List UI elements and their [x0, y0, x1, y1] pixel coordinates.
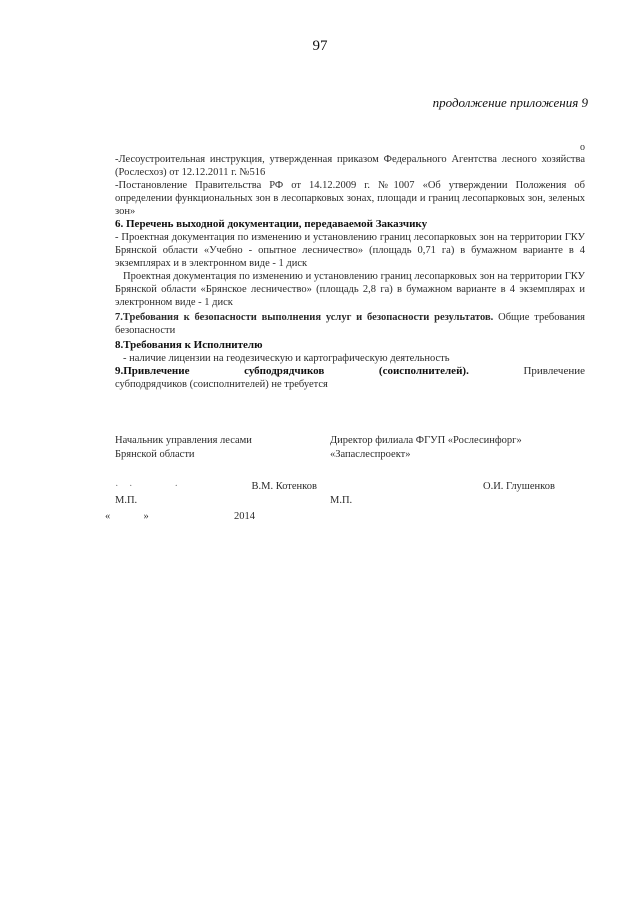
date-year: 2014 — [234, 511, 255, 522]
document-body — [115, 142, 585, 391]
section-9-word-2: субподрядчиков — [244, 365, 325, 377]
customer-signature-line — [115, 480, 317, 494]
section-6-item-2: Проектная документация по изменению и установлению границ лесопарковых зон на территории ГКУ Брянской области «Брянское лесничество» (площадь 2,8 га) в бумажном варианте в 4 экземплярах и электронном виде - 1 диск — [115, 271, 585, 308]
corner-mark: о — [580, 142, 585, 153]
customer-date-line — [105, 510, 285, 524]
customer-name: В.М. Котенков — [251, 481, 317, 492]
appendix-heading: продолжение приложения 9 — [432, 95, 588, 110]
contractor-name: О.И. Глушенков — [483, 481, 555, 492]
signature-dots: · · · — [115, 481, 249, 492]
section-7-title: 7.Требования к безопасности выполнения услуг и безопасности результатов. — [115, 312, 494, 323]
government-decree-line: -Постановление Правительства РФ от 14.12.2009 г. №1007 «Об утверждении Положения об определении функциональных зон в лесопарковых зонах, площади и границ лесопарковых зон, зеленых зон» — [115, 180, 585, 217]
section-8-title: 8.Требования к Исполнителю — [115, 339, 263, 351]
page-number: 97 — [312, 38, 328, 54]
section-8-item: - наличие лицензии на геодезическую и картографическую деятельность — [123, 353, 450, 364]
section-9-text: субподрядчиков (соисполнителей) не требуется — [115, 379, 328, 390]
customer-signature — [115, 434, 335, 462]
section-7 — [115, 311, 585, 337]
contractor-signature — [330, 434, 590, 462]
section-7-text: Общие требования безопасности — [115, 312, 585, 336]
section-9-header — [115, 365, 585, 378]
forest-instruction-line: -Лесоустроительная инструкция, утвержденная приказом Федерального Агентства лесного хозяйства (Рослесхоз) от 12.12.2011 г. №516 — [115, 154, 585, 178]
section-9-word-3: (соисполнителей). — [378, 365, 469, 377]
date-close-quote: » — [143, 511, 149, 522]
date-open-quote: « — [105, 511, 111, 522]
section-6-title: 6. Перечень выходной документации, передаваемой Заказчику — [115, 218, 428, 230]
section-6-item-1: - Проектная документация по изменению и установлению границ лесопарковых зон на территории ГКУ Брянской области «Учебно - опытное лесничество» (площадь 0,71 га) в бумажном варианте в 4 экземплярах и в электронном виде - 1 диск — [115, 232, 585, 269]
customer-title-1: Начальник управления лесами — [115, 435, 252, 446]
customer-stamp-place: М.П. — [115, 495, 138, 506]
contractor-stamp-place: М.П. — [330, 495, 353, 506]
customer-title-2: Брянской области — [115, 449, 195, 460]
section-9-word-4: Привлечение — [523, 365, 585, 377]
contractor-title-2: «Запаслеспроект» — [330, 449, 411, 460]
contractor-title-1: Директор филиала ФГУП «Рослесинфорг» — [330, 435, 522, 446]
section-9-word-1: 9.Привлечение — [115, 365, 190, 377]
